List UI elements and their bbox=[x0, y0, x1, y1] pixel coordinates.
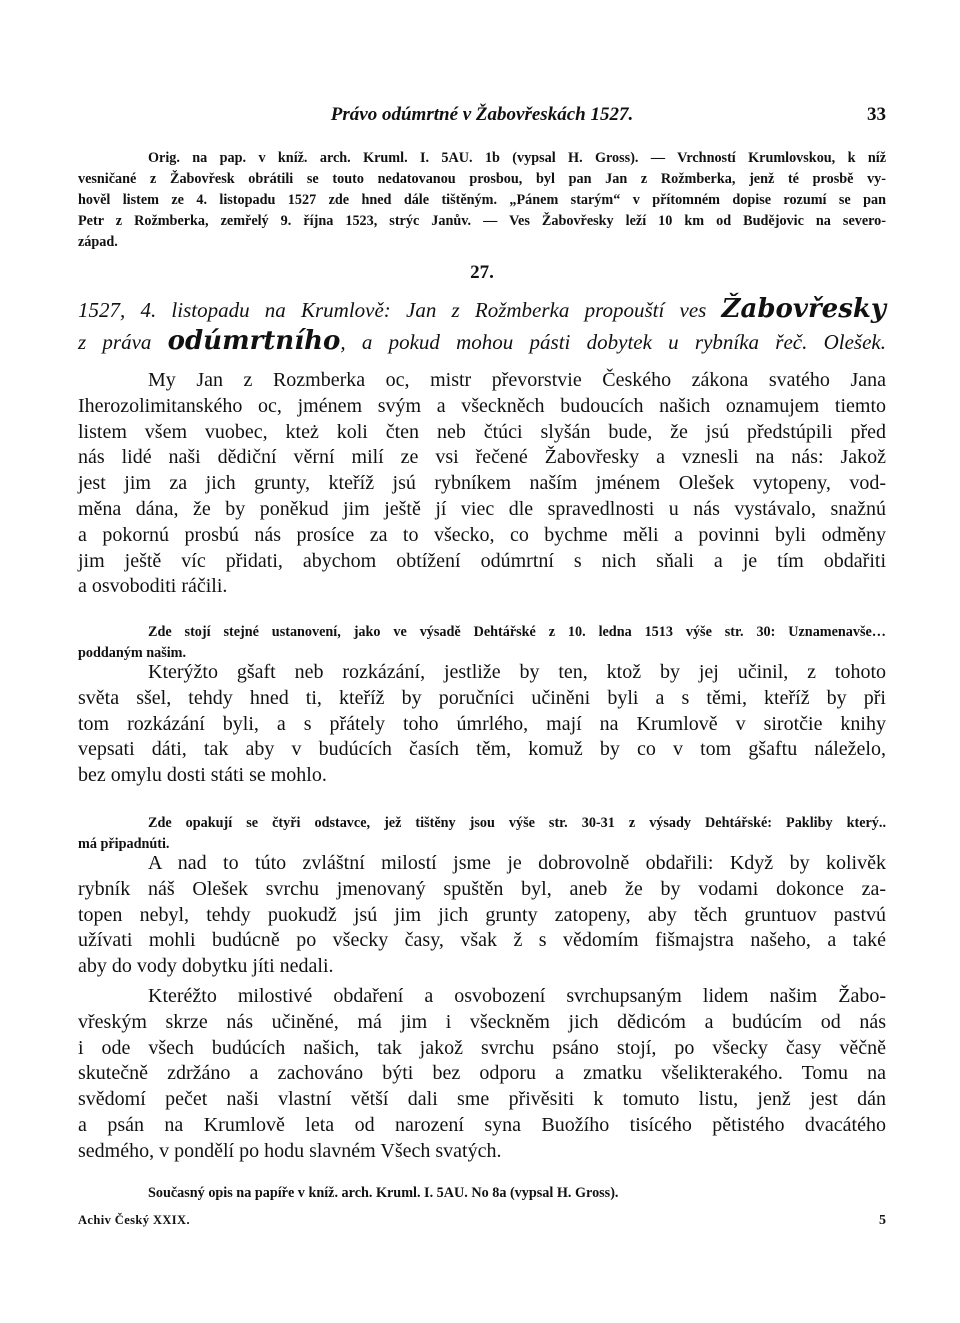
paragraph-2 bbox=[78, 660, 886, 789]
text-line: rybník náš Olešek svrchu jmenovaný spuštěn byl, aneb že by vodami dokonce za- bbox=[78, 877, 886, 900]
intro-note-line: Orig. na pap. v kníž. arch. Kruml. I. 5AU. 1b (vypsal H. Gross). — Vrchností Krumlovskou, k níž bbox=[148, 150, 886, 166]
note-line: má připadnúti. bbox=[78, 836, 170, 852]
text-line: vepsati dáti, tak aby v budúcích časích těm, komuž by co v tom gšaftu náleželo, bbox=[78, 738, 886, 761]
intro-note-line: vesničané z Žabovřesk obrátili se touto nedatovanou prosbou, byl pan Jan z Rožmberka, jenž té prosbě vy- bbox=[78, 171, 886, 187]
text-line: tom rozkázání byli, a s přátely toho úmrlého, mají na Krumlově v sirotčie knihy bbox=[78, 712, 886, 735]
heading-emphasis: odúmrtního bbox=[167, 326, 341, 356]
text-line: a osvoboditi ráčili. bbox=[78, 575, 228, 598]
text-line: Iherozolimitanského oc, jménem svým a všeckněch budoucích našich oznamujem tiemto bbox=[78, 394, 886, 417]
note-line: poddaným našim. bbox=[78, 645, 187, 661]
editor-note-1 bbox=[78, 622, 886, 664]
heading-line bbox=[78, 294, 886, 326]
text-line: a psán na Krumlově leta od narození syna Buožího tisícého pětistého dvacátého bbox=[78, 1113, 886, 1136]
intro-note-line: hověl listem ze 4. listopadu 1527 zde hned dále tištěným. „Pánem starým“ v přítomném dopise rozumí se pan bbox=[78, 192, 886, 208]
journal-signature: Achiv Český XXIX. bbox=[78, 1213, 191, 1227]
source-note-line: Současný opis na papíře v kníž. arch. Kruml. I. 5AU. No 8a (vypsal H. Gross). bbox=[148, 1185, 619, 1201]
text-line: a pokornú prosbú nás prosíce za to všecko, co bychme měli a povinni byli odměny bbox=[78, 523, 886, 546]
text-line: jest jim za jich grunty, kteříž jsú rybníkem naším jménem Olešek vytopeny, vod- bbox=[78, 472, 886, 495]
running-title: Právo odúmrtné v Žabovřeskách 1527. bbox=[330, 104, 634, 125]
heading-text: z práva bbox=[78, 330, 168, 354]
text-line: nás lidé naši dědiční věrní milí ze vsi řečené Žabovřesky a vznesli na nás: Jakož bbox=[78, 446, 886, 469]
text-line: měna dána, že by poněkud jim ještě jí viec dle spravedlnosti u nás vystávalo, snažnú bbox=[78, 497, 886, 520]
paragraph-3 bbox=[78, 851, 886, 980]
note-line: Zde stojí stejné ustanovení, jako ve výsadě Dehtářské z 10. ledna 1513 výše str. 30: Uznamenavše… bbox=[148, 624, 886, 640]
note-line: Zde opakují se čtyři odstavce, jež tištěny jsou výše str. 30-31 z výsady Dehtářské: Pakliby který.. bbox=[148, 815, 886, 831]
text-line: i ode všech budúcích našich, tak jakož svrchu psáno stojí, po všecky časy věčně bbox=[78, 1036, 886, 1059]
text-line: užívati mohli budúcně po všecky časy, však ž s vědomím fišmajstra našeho, a také bbox=[78, 929, 886, 952]
heading-line bbox=[78, 326, 886, 358]
running-header bbox=[78, 104, 886, 126]
paragraph-4 bbox=[78, 984, 886, 1165]
heading-emphasis: Žabovřesky bbox=[721, 294, 886, 324]
page-number: 33 bbox=[867, 104, 886, 125]
sheet-signature: 5 bbox=[879, 1213, 886, 1228]
text-line: aby do vody dobytku jíti nedali. bbox=[78, 955, 334, 978]
editor-note-2 bbox=[78, 813, 886, 855]
source-note bbox=[78, 1183, 886, 1204]
text-line: sedmého, v pondělí po hodu slavném Všech svatých. bbox=[78, 1139, 502, 1162]
text-line: My Jan z Rozmberka oc, mistr převorstvie Českého zákona svatého Jana bbox=[148, 369, 886, 391]
text-line: Kteréžto milostivé obdaření a osvobození svrchupsaným lidem našim Žabo- bbox=[148, 985, 886, 1007]
heading-text: 1527, 4. listopadu na Krumlově: Jan z Rožmberka propouští ves bbox=[78, 298, 722, 322]
paragraph-1 bbox=[78, 368, 886, 600]
document-number: 27. bbox=[470, 262, 494, 283]
intro-note-line: západ. bbox=[78, 234, 118, 250]
text-line: bez omylu dosti státi se mohlo. bbox=[78, 764, 327, 787]
text-line: vřeským skrze nás učiněné, má jim i všeckněm jich dědicóm a budúcím od nás bbox=[78, 1010, 886, 1033]
intro-note bbox=[78, 148, 886, 253]
text-line: listem všem vuobec, kteż koli čten neb čtúci slyšán bude, že jsú předstúpili před bbox=[78, 420, 886, 443]
text-line: jim ještě víc přidati, abychom obtížení odúmrtní s nich sňali a je tím obdařiti bbox=[78, 549, 886, 572]
text-line: topen nebyl, tehdy puokudž jsú jim jich grunty zatopeny, aby těch gruntuov pastvú bbox=[78, 903, 886, 926]
text-line: svědomí pečet naši vlastní větší dali sme přivěsiti k tomuto listu, jenž jest dán bbox=[78, 1088, 886, 1111]
intro-note-line: Petr z Rožmberka, zemřelý 9. října 1523, strýc Janův. — Ves Žabovřesky leží 10 km od Budějovic na severo- bbox=[78, 213, 886, 229]
text-line: skutečně zdržáno a zachováno býti bez odporu a zmatku všelikterakého. Tomu na bbox=[78, 1062, 886, 1085]
heading-text: , a pokud mohou pásti dobytek u rybníka řeč. Olešek. bbox=[340, 330, 886, 354]
page-footer bbox=[78, 1213, 886, 1233]
document-heading bbox=[78, 294, 886, 358]
text-line: A nad to túto zvláštní milostí jsme je dobrovolně obdařili: Když by kolivěk bbox=[148, 852, 886, 874]
text-line: Kterýžto gšaft neb rozkázání, jestliže by ten, ktož by jej učinil, z tohoto bbox=[148, 661, 886, 683]
text-line: světa sšel, tehdy hned ti, kteříž by poručníci učiněni byli a s těmi, kteříž by při bbox=[78, 686, 886, 709]
